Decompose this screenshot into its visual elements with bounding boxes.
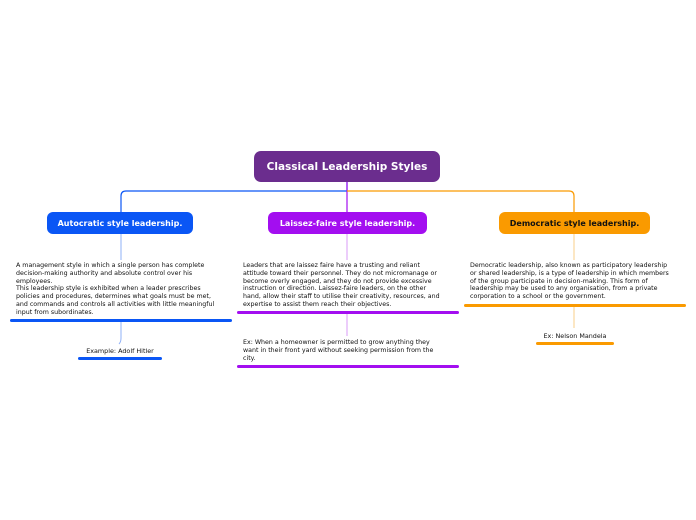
democratic-description-underline bbox=[464, 304, 686, 307]
laissez-faire-example-underline bbox=[237, 365, 459, 368]
laissez-faire-description[interactable]: Leaders that are laissez faire have a trusting and reliant attitude toward their personnel. They do not micromanage or become overly engaged, and they do not provide excessive instruction or direction. Laissez-faire leaders, on the other hand, allow their staff to utilise their creativity, resources, and expertise to assist them reach their objectives. bbox=[243, 262, 440, 308]
topic-laissez-faire[interactable]: Laissez-faire style leadership. bbox=[268, 212, 427, 234]
laissez-faire-description-underline bbox=[237, 311, 459, 314]
central-topic[interactable]: Classical Leadership Styles bbox=[254, 151, 440, 182]
laissez-faire-example[interactable]: Ex: When a homeowner is permitted to grow anything they want in their front yard without seeking permission from the city. bbox=[243, 339, 434, 362]
connector-autocratic-example bbox=[119, 322, 121, 344]
autocratic-example-underline bbox=[78, 357, 162, 360]
autocratic-description-underline bbox=[10, 319, 232, 322]
topic-democratic[interactable]: Democratic style leadership. bbox=[499, 212, 650, 234]
democratic-description[interactable]: Democratic leadership, also known as participatory leadership or shared leadership, is a type of leadership in which members of the group participate in decision-making. This form of leadership may be used to any organisation, from a private corporation to a school or the government. bbox=[470, 262, 669, 301]
topic-autocratic[interactable]: Autocratic style leadership. bbox=[47, 212, 193, 234]
autocratic-example[interactable]: Example: Adolf Hitler bbox=[86, 347, 154, 355]
connector-root-autocratic bbox=[121, 182, 347, 212]
democratic-example[interactable]: Ex: Nelson Mandela bbox=[543, 332, 607, 340]
connector-root-democratic bbox=[347, 191, 574, 212]
democratic-example-underline bbox=[536, 342, 614, 345]
autocratic-description[interactable]: A management style in which a single person has complete decision-making authority and absolute control over his employees. This leadership style is exhibited when a leader prescribes policies and procedures, determines what goals must be met, and commands and controls all activities with little meaningful input from subordinates. bbox=[16, 262, 215, 316]
